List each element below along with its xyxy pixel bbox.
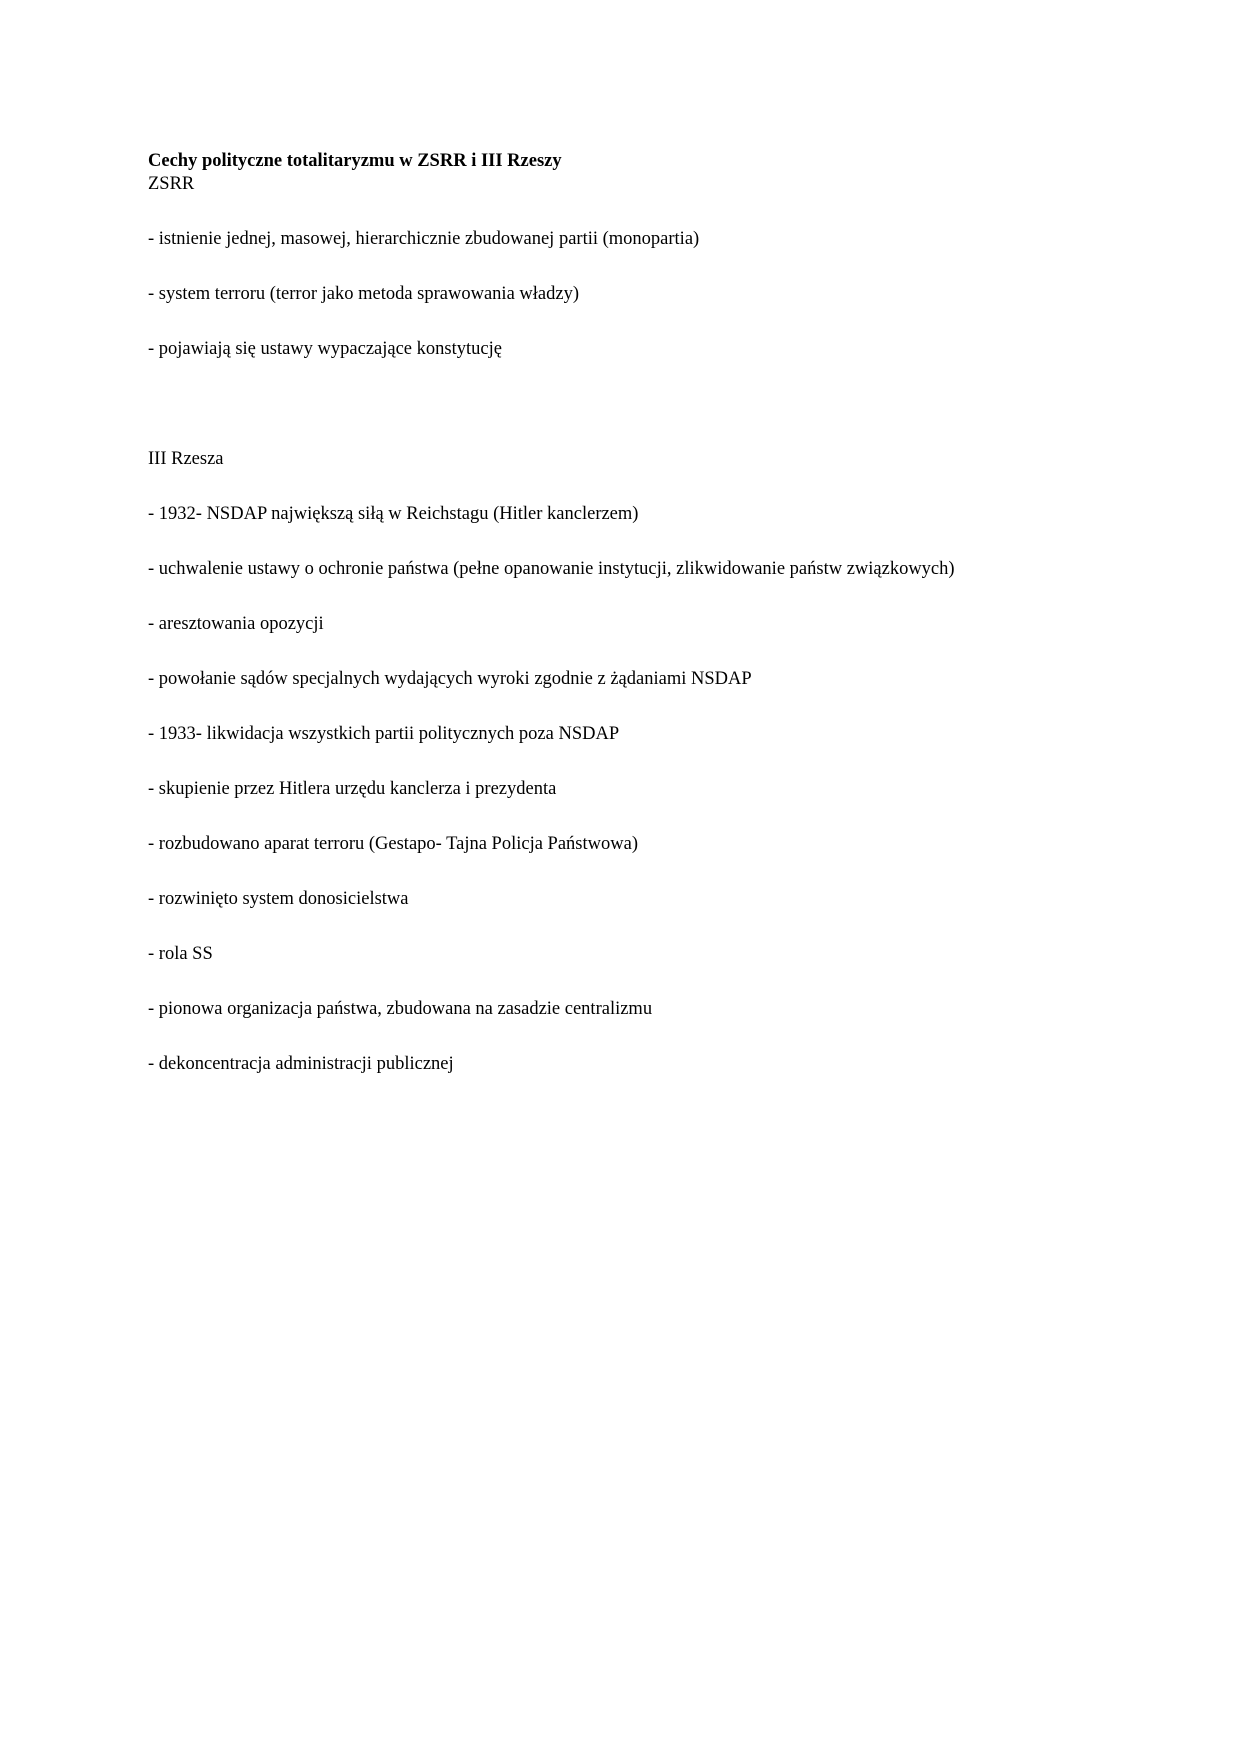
list-item: - rozbudowano aparat terroru (Gestapo- Tajna Policja Państwowa) [148, 834, 638, 854]
zsrr-feature-list [148, 228, 1128, 361]
list-item: - rozwinięto system donosicielstwa [148, 889, 409, 909]
list-item: - 1933- likwidacja wszystkich partii politycznych poza NSDAP [148, 724, 620, 744]
section-heading-iii-rzesza: III Rzesza [148, 449, 224, 469]
section-heading-zsrr: ZSRR [148, 174, 195, 194]
list-item: - istnienie jednej, masowej, hierarchicznie zbudowanej partii (monopartia) [148, 229, 700, 249]
list-item: - system terroru (terror jako metoda sprawowania władzy) [148, 284, 579, 304]
document-body [148, 150, 1128, 1076]
list-item: - powołanie sądów specjalnych wydających wyroki zgodnie z żądaniami NSDAP [148, 669, 752, 689]
list-item: - skupienie przez Hitlera urzędu kanclerza i prezydenta [148, 779, 557, 799]
list-item: - uchwalenie ustawy o ochronie państwa (pełne opanowanie instytucji, zlikwidowanie państw związkowych) [148, 559, 955, 579]
list-item: - 1932- NSDAP największą siłą w Reichstagu (Hitler kanclerzem) [148, 504, 639, 524]
document-title: Cechy polityczne totalitaryzmu w ZSRR i III Rzeszy [148, 151, 562, 171]
list-item: - aresztowania opozycji [148, 614, 324, 634]
list-item: - dekoncentracja administracji publicznej [148, 1054, 454, 1074]
list-item: - pionowa organizacja państwa, zbudowana na zasadzie centralizmu [148, 999, 653, 1019]
list-item: - pojawiają się ustawy wypaczające konstytucję [148, 339, 502, 359]
iii-rzesza-feature-list [148, 503, 1128, 1076]
list-item: - rola SS [148, 944, 213, 964]
